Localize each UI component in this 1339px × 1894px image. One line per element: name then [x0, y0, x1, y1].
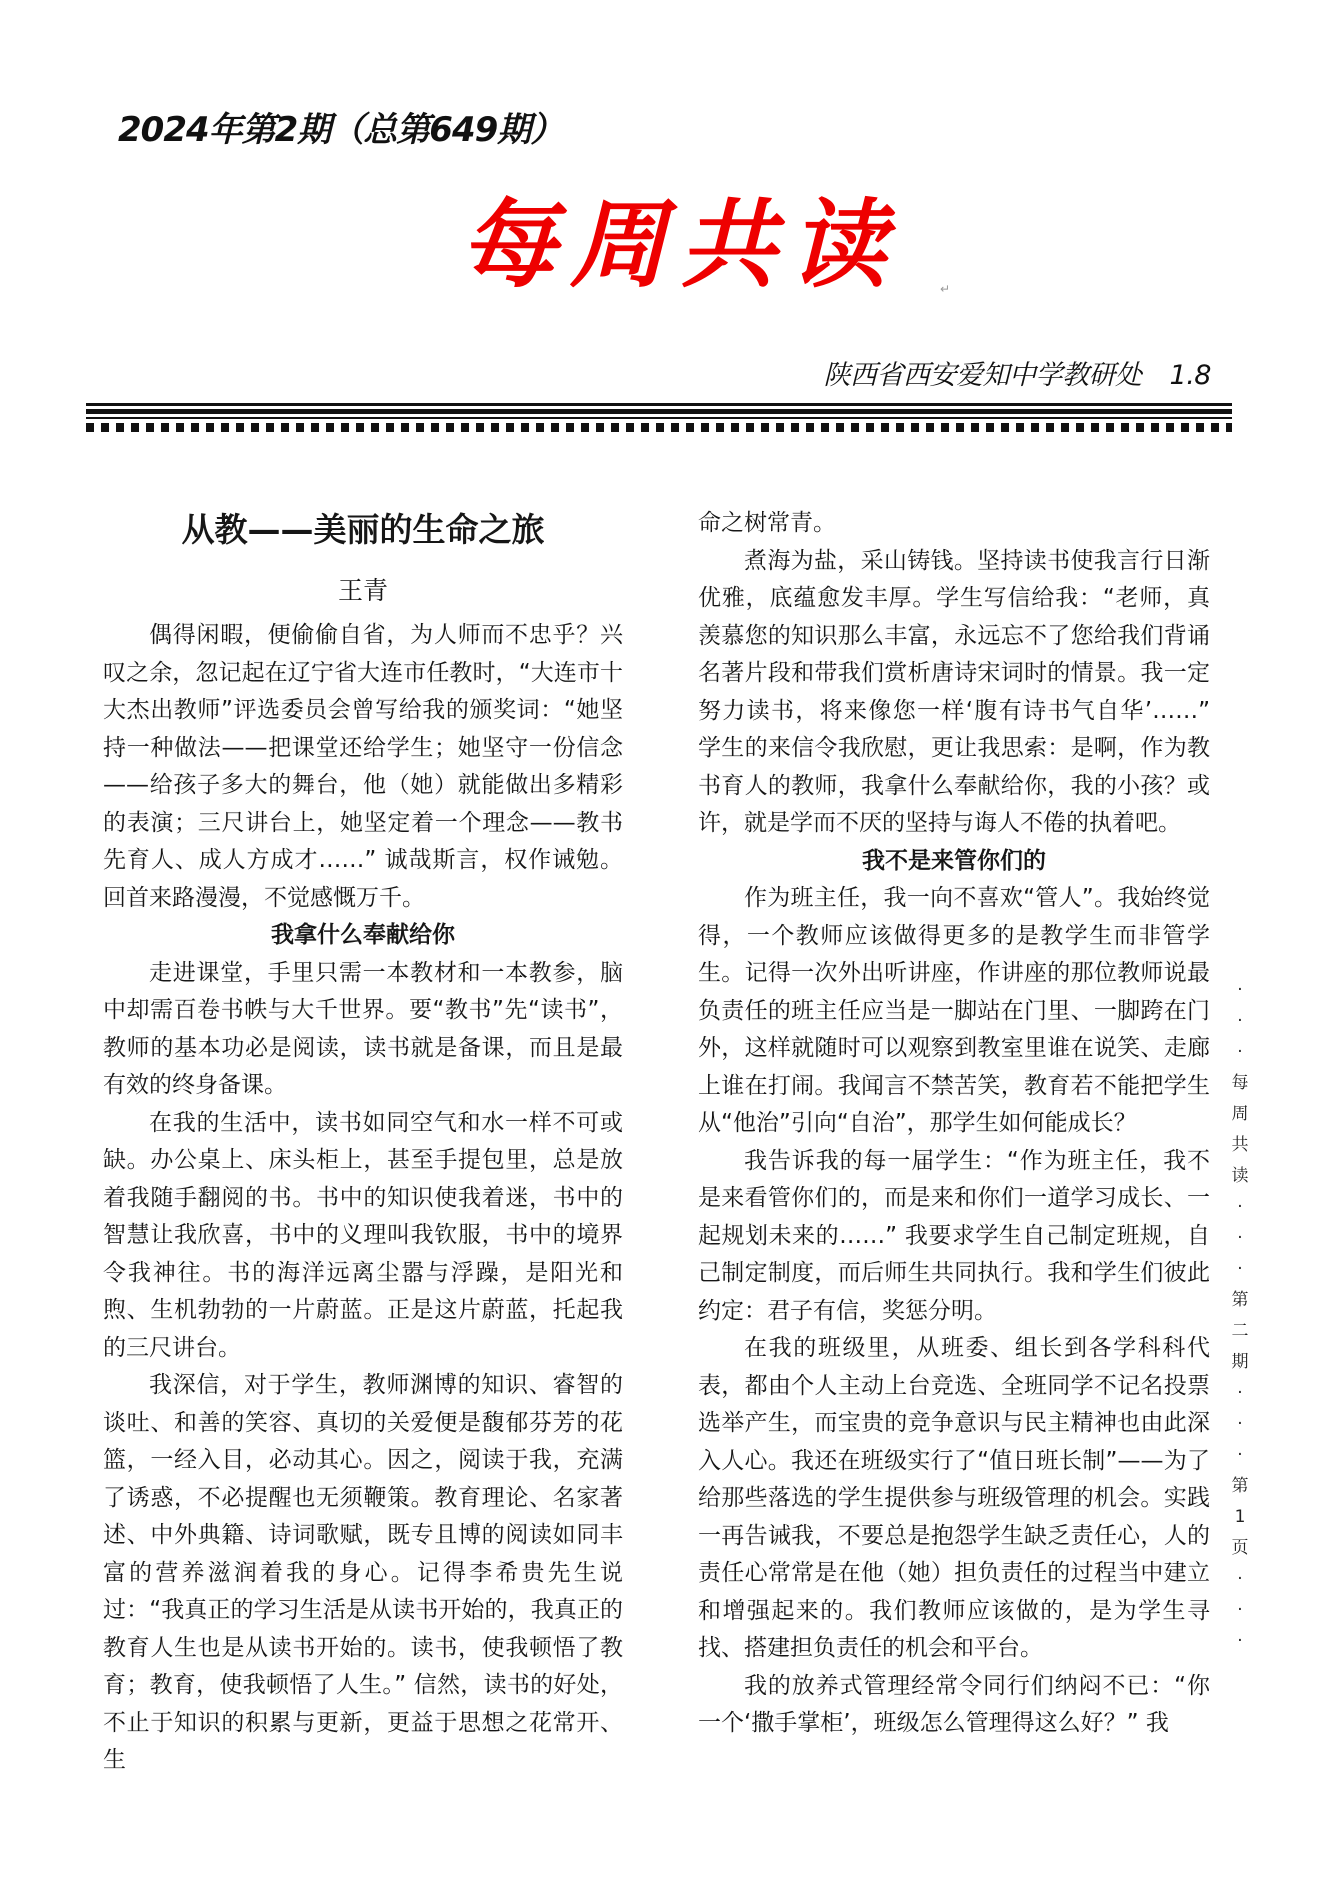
header-rule-bottom: [86, 417, 1232, 419]
paragraph-return-icon: ↵: [940, 282, 951, 296]
vertical-label-char: ·: [1237, 1383, 1243, 1403]
vertical-label-char: 共: [1231, 1135, 1249, 1155]
vertical-label-char: ·: [1237, 1414, 1243, 1434]
paragraph: 我的放养式管理经常令同行们纳闷不已：“你一个‘撒手掌柜’，班级怎么管理得这么好？” 我: [698, 1672, 1210, 1736]
paragraph: 偶得闲暇，便偷偷自省，为人师而不忠乎？兴叹之余，忽记起在辽宁省大连市任教时，“大连市十大杰出教师”评选委员会曾写给我的颁奖词：“她坚持一种做法——把课堂还给学生；她坚守一份信念——给孩子多大的舞台，他（她）就能做出多精彩的表演；三尺讲台上，她坚定着一个理念——教书先育人、成人方成才……” 诚哉斯言，权作诫勉。回首来路漫漫，不觉感慨万千。: [103, 622, 623, 911]
header-rule-middle: [86, 409, 1232, 414]
header-rule-top: [86, 403, 1232, 406]
vertical-page-label: [1230, 975, 1250, 1657]
vertical-label-char: 第: [1231, 1290, 1249, 1310]
vertical-label-char: ·: [1237, 1259, 1243, 1279]
vertical-label-char: 每: [1231, 1073, 1249, 1093]
paragraph: 我告诉我的每一届学生：“作为班主任，我不是来看管你们的，而是来和你们一道学习成长、一起规划未来的……” 我要求学生自己制定班规，自己制定制度，而后师生共同执行。我和学生们彼此约定：君子有信，奖惩分明。: [698, 1147, 1210, 1324]
issue-number: 2024年第2期（总第649期）: [118, 110, 564, 150]
paragraph: 走进课堂，手里只需一本教材和一本教参，脑中却需百卷书帙与大千世界。要“教书”先“读书”，教师的基本功必是阅读，读书就是备课，而且是最有效的终身备课。: [103, 959, 623, 1098]
paragraph: 命之树常青。: [698, 510, 836, 536]
article-right-column: [698, 505, 1210, 1743]
right-column-body: [698, 505, 1210, 1743]
vertical-label-char: ·: [1237, 1445, 1243, 1465]
vertical-label-char: 周: [1231, 1104, 1249, 1124]
vertical-label-char: 读: [1231, 1166, 1249, 1186]
vertical-label-char: 1: [1234, 1507, 1246, 1527]
paragraph: 在我的生活中，读书如同空气和水一样不可或缺。办公桌上、床头柜上，甚至手提包里，总是放着我随手翻阅的书。书中的知识使我着迷，书中的智慧让我欣喜，书中的义理叫我钦服，书中的境界令我神往。书的海洋远离尘嚣与浮躁，是阳光和煦、生机勃勃的一片蔚蓝。正是这片蔚蓝，托起我的三尺讲台。: [103, 1109, 623, 1361]
vertical-label-char: 期: [1231, 1352, 1249, 1372]
vertical-label-char: ·: [1237, 1042, 1243, 1062]
vertical-label-char: ·: [1237, 1197, 1243, 1217]
vertical-label-char: 第: [1231, 1476, 1249, 1496]
article-title: 从教——美丽的生命之旅: [181, 510, 545, 549]
article-left-column: [103, 505, 623, 1780]
vertical-label-char: ·: [1237, 1600, 1243, 1620]
paragraph: 作为班主任，我一向不喜欢“管人”。我始终觉得，一个教师应该做得更多的是教学生而非管学生。记得一次外出听讲座，作讲座的那位教师说最负责任的班主任应当是一脚站在门里、一脚跨在门外，这样就随时可以观察到教室里谁在说笑、走廊上谁在打闹。我闻言不禁苦笑，教育若不能把学生从“他治”引向“自治”，那学生如何能成长？: [698, 885, 1210, 1136]
organization-line: [824, 358, 1211, 394]
vertical-label-char: ·: [1237, 1569, 1243, 1589]
section-heading: 我拿什么奉献给你: [271, 922, 455, 948]
vertical-label-char: ·: [1237, 1011, 1243, 1031]
article-author: 王青: [337, 576, 388, 605]
paragraph: 在我的班级里，从班委、组长到各学科科代表，都由个人主动上台竞选、全班同学不记名投票选举产生，而宝贵的竞争意识与民主精神也由此深入人心。我还在班级实行了“值日班长制”——为了给那些落选的学生提供参与班级管理的机会。实践一再告诫我，不要总是抱怨学生缺乏责任心，人的责任心常常是在他（她）担负责任的过程当中建立和增强起来的。我们教师应该做的，是为学生寻找、搭建担负责任的机会和平台。: [698, 1335, 1210, 1661]
paragraph: 煮海为盐，采山铸钱。坚持读书使我言行日渐优雅，底蕴愈发丰厚。学生写信给我：“老师，真羡慕您的知识那么丰富，永远忘不了您给我们背诵名著片段和带我们赏析唐诗宋词时的情景。我一定努力读书，将来像您一样‘腹有诗书气自华’……” 学生的来信令我欣慰，更让我思索：是啊，作为教书育人的教师，我拿什么奉献给你，我的小孩？或许，就是学而不厌的坚持与诲人不倦的执着吧。: [698, 547, 1210, 836]
vertical-label-char: ·: [1237, 1228, 1243, 1248]
organization-name: 陕西省西安爱知中学教研处: [823, 360, 1142, 391]
vertical-label-char: ·: [1237, 1631, 1243, 1651]
paragraph: 我深信，对于学生，教师渊博的知识、睿智的谈吐、和善的笑容、真切的关爱便是馥郁芬芳的花篮，一经入目，必动其心。因之，阅读于我，充满了诱惑，不必提醒也无须鞭策。教育理论、名家著述、中外典籍、诗词歌赋，既专且博的阅读如同丰富的营养滋润着我的身心。记得李希贵先生说过：“我真正的学习生活是从读书开始的，我真正的教育人生也是从读书开始的。读书，使我顿悟了教育；教育，使我顿悟了人生。” 信然，读书的好处，不止于知识的积累与更新，更益于思想之花常开、生: [103, 1372, 623, 1773]
left-column-body: [103, 617, 623, 1780]
vertical-label-char: 页: [1231, 1538, 1249, 1558]
header-dotted-rule: [86, 423, 1232, 432]
section-heading: 我不是来管你们的: [862, 847, 1046, 874]
vertical-label-char: 二: [1231, 1321, 1249, 1341]
issue-date: 1.8: [1169, 360, 1211, 391]
vertical-label-char: ·: [1237, 980, 1243, 1000]
masthead-title: 每周共读: [460, 188, 900, 301]
